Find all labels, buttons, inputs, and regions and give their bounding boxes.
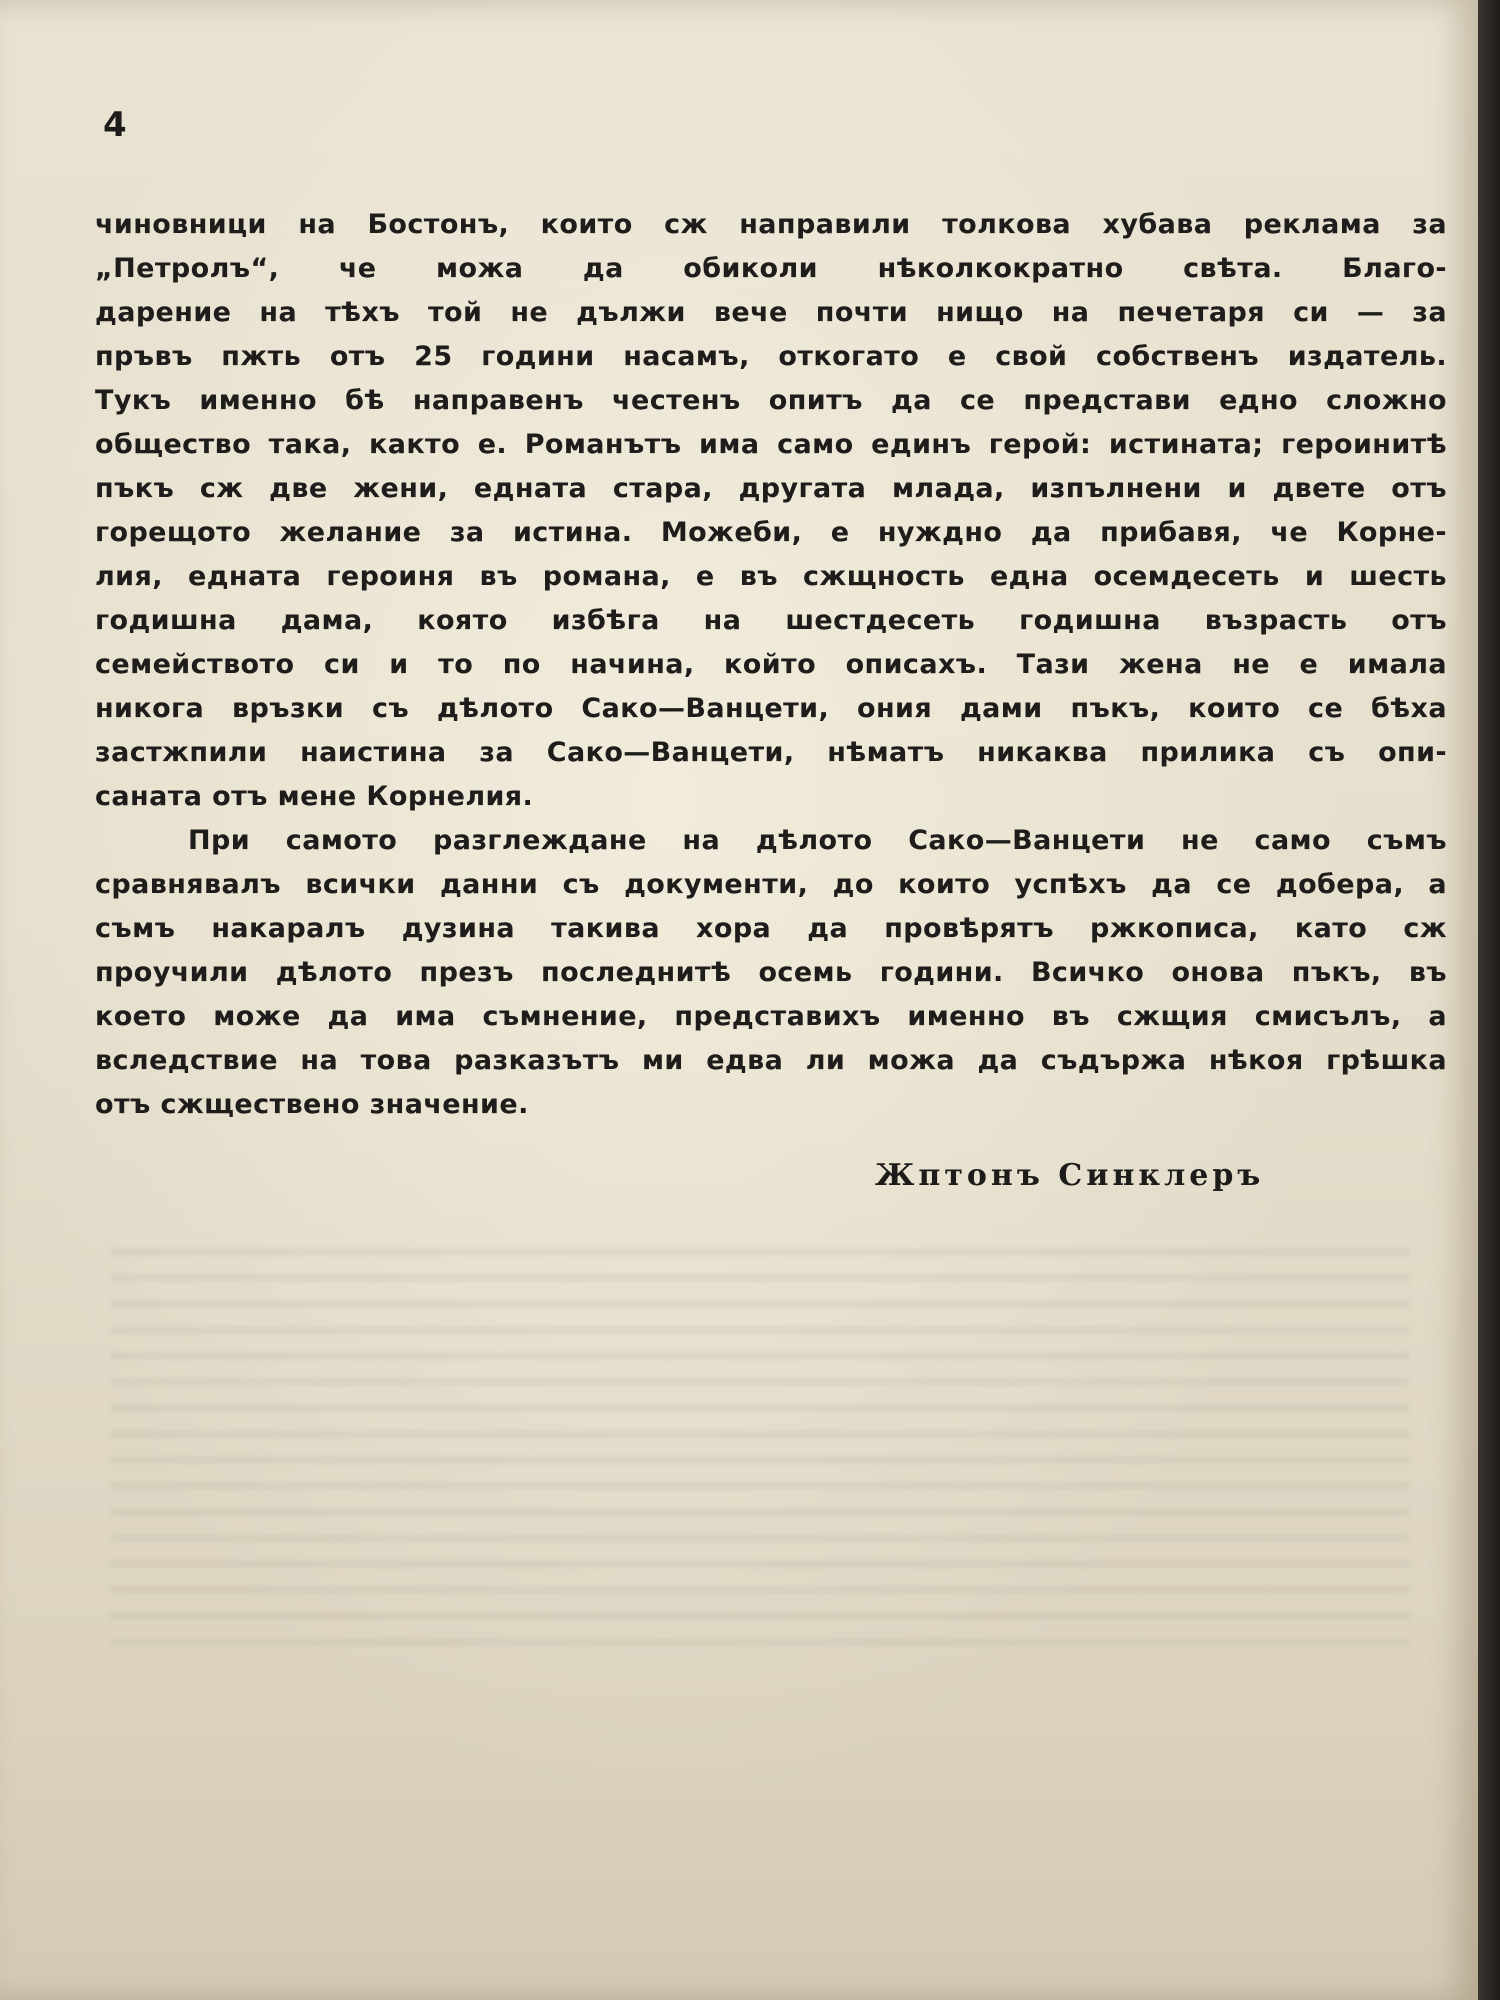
page-number: 4 — [103, 105, 127, 145]
text-line: общество така, както е. Романътъ има само единъ герой: истината; героинитѣ — [95, 429, 1447, 460]
text-line: годишна дама, която избѣга на шестдесеть годишна възрасть отъ — [95, 605, 1447, 636]
show-through-texture — [110, 1230, 1410, 1650]
page-edge-shadow — [1478, 0, 1500, 2000]
text-line: При самото разглеждане на дѣлото Сако—Ванцети не само съмъ — [188, 825, 1447, 856]
text-line: пъкъ сж две жени, едната стара, другата млада, изпълнени и двете отъ — [95, 473, 1447, 504]
text-line: сравнявалъ всички данни съ документи, до които успѣхъ да се добера, а — [95, 869, 1447, 900]
body-text — [95, 203, 1447, 1127]
text-line: семейството си и то по начина, който описахъ. Тази жена не е имала — [95, 649, 1447, 680]
text-line: отъ сжществено значение. — [95, 1089, 529, 1120]
text-line: вследствие на това разказътъ ми едва ли можа да съдържа нѣкоя грѣшка — [95, 1045, 1447, 1076]
author-signature: Жптонъ Синклеръ — [875, 1158, 1265, 1193]
text-line: чиновници на Бостонъ, които сж направили толкова хубава реклама за — [95, 209, 1447, 240]
text-line: Тукъ именно бѣ направенъ честенъ опитъ да се представи едно сложно — [95, 385, 1447, 416]
text-line: никога връзки съ дѣлото Сако—Ванцети, ония дами пъкъ, които се бѣха — [95, 693, 1447, 724]
text-line: проучили дѣлото презъ последнитѣ осемь години. Всичко онова пъкъ, въ — [95, 957, 1447, 988]
text-line: дарение на тѣхъ той не дължи вече почти нищо на печетаря си — за — [95, 297, 1447, 328]
text-line: лия, едната героиня въ романа, е въ сжщность една осемдесеть и шесть — [95, 561, 1447, 592]
text-line: което може да има съмнение, представихъ именно въ сжщия смисълъ, а — [95, 1001, 1447, 1032]
text-line: съмъ накаралъ дузина такива хора да провѣрятъ ржкописа, като сж — [95, 913, 1447, 944]
text-line: застжпили наистина за Сако—Ванцети, нѣматъ никаква прилика съ опи- — [95, 737, 1447, 768]
text-line: пръвъ пжть отъ 25 години насамъ, откогато е свой собственъ издатель. — [95, 341, 1447, 372]
text-line: „Петролъ“, че можа да обиколи нѣколкократно свѣта. Благо- — [95, 253, 1447, 284]
text-line: горещото желание за истина. Можеби, е нуждно да прибавя, че Корне- — [95, 517, 1447, 548]
text-line: саната отъ мене Корнелия. — [95, 781, 534, 812]
